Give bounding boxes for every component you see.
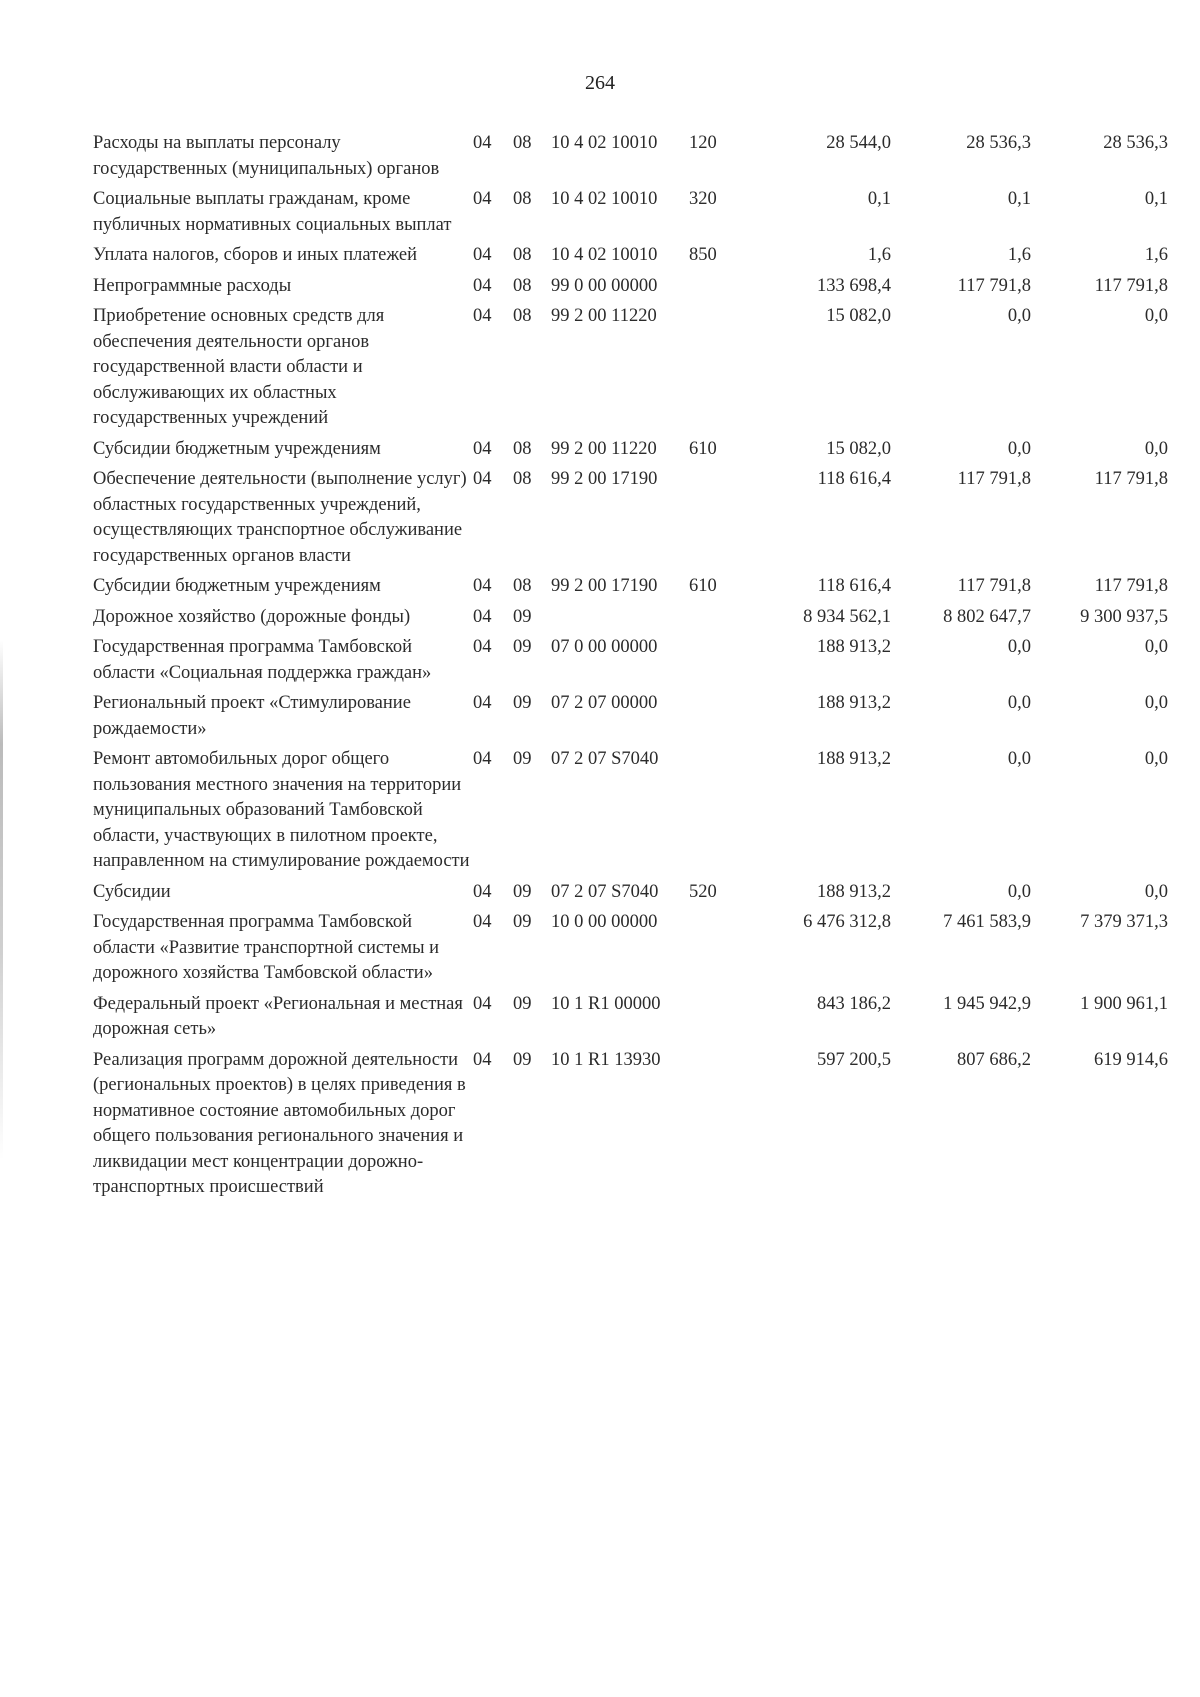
row-value-1: 28 544,0 (826, 133, 891, 153)
row-section: 04 (473, 637, 492, 657)
row-value-2: 28 536,3 (966, 133, 1031, 153)
row-value-1: 15 082,0 (826, 438, 891, 459)
row-section: 04 (473, 912, 492, 932)
row-value-3: 117 791,8 (1094, 576, 1168, 596)
table-row (93, 691, 1168, 747)
row-value-3: 0,0 (1144, 749, 1168, 769)
row-subsection: 08 (513, 133, 532, 153)
row-target-article: 99 0 00 00000 (551, 275, 658, 296)
row-target-article: 10 1 R1 00000 (551, 993, 661, 1014)
table-row (93, 131, 1168, 187)
row-expense-type (689, 1048, 751, 1206)
row-target-article (551, 605, 689, 636)
row-target-article: 10 4 02 10010 (551, 245, 658, 265)
row-name: Федеральный проект «Региональная и местная дорожная сеть» (93, 993, 463, 1039)
table-row (93, 747, 1168, 880)
row-value-1: 188 913,2 (817, 881, 891, 902)
table-row (93, 437, 1168, 468)
row-target-article: 07 2 07 00000 (551, 693, 658, 713)
row-expense-type (689, 691, 751, 747)
row-value-2: 117 791,8 (957, 275, 1031, 296)
row-target-article: 99 2 00 17190 (551, 469, 658, 489)
row-section: 04 (473, 576, 492, 596)
row-subsection: 09 (513, 881, 532, 902)
row-subsection: 09 (513, 749, 532, 769)
row-value-1: 6 476 312,8 (803, 912, 891, 932)
row-value-1: 118 616,4 (817, 469, 891, 489)
table-row (93, 910, 1168, 992)
row-name: Государственная программа Тамбовской области «Социальная поддержка граждан» (93, 637, 432, 683)
row-expense-type: 610 (689, 438, 717, 459)
row-subsection: 08 (513, 306, 532, 326)
row-subsection: 08 (513, 576, 532, 596)
row-section: 04 (473, 275, 492, 296)
row-value-2: 117 791,8 (957, 576, 1031, 596)
row-name: Расходы на выплаты персоналу государственных (муниципальных) органов (93, 133, 440, 179)
row-section: 04 (473, 438, 492, 459)
row-name: Государственная программа Тамбовской области «Развитие транспортной системы и дорожного хозяйства Тамбовской области» (93, 912, 440, 983)
table-row (93, 187, 1168, 243)
row-subsection: 09 (513, 1049, 532, 1070)
row-value-1: 188 913,2 (817, 637, 891, 657)
row-value-3: 0,0 (1144, 637, 1168, 657)
row-value-3: 9 300 937,5 (1080, 606, 1168, 627)
row-subsection: 08 (513, 438, 532, 459)
table-row (93, 880, 1168, 911)
row-value-1: 118 616,4 (817, 576, 891, 596)
row-target-article: 07 0 00 00000 (551, 637, 658, 657)
row-target-article: 99 2 00 11220 (551, 306, 657, 326)
row-value-3: 1 900 961,1 (1080, 993, 1168, 1014)
row-value-2: 0,0 (1007, 438, 1031, 459)
row-value-1: 8 934 562,1 (803, 606, 891, 627)
row-name: Ремонт автомобильных дорог общего пользования местного значения на территории муниципальных образований Тамбовской области, участвующих в пилотном проекте, направленном на стимулирование рождаемости (93, 749, 470, 871)
row-name: Субсидии бюджетным учреждениям (93, 438, 381, 459)
row-subsection: 08 (513, 275, 532, 296)
page-number: 264 (585, 72, 615, 94)
row-value-1: 0,1 (867, 189, 891, 209)
row-subsection: 08 (513, 245, 532, 265)
row-value-2: 7 461 583,9 (943, 912, 1031, 932)
row-target-article: 99 2 00 17190 (551, 576, 658, 596)
row-expense-type (689, 747, 751, 880)
row-subsection: 09 (513, 637, 532, 657)
row-section: 04 (473, 306, 492, 326)
row-subsection: 08 (513, 469, 532, 489)
row-name: Приобретение основных средств для обеспечения деятельности органов государственной власти области и обслуживающих их областных государственных учреждений (93, 306, 385, 428)
row-value-3: 0,0 (1144, 693, 1168, 713)
row-value-3: 0,0 (1144, 438, 1168, 459)
row-target-article: 10 1 R1 13930 (551, 1049, 661, 1070)
row-value-2: 117 791,8 (957, 469, 1031, 489)
table-row (93, 605, 1168, 636)
row-value-2: 0,1 (1007, 189, 1031, 209)
budget-table (93, 131, 1168, 1206)
row-value-3: 7 379 371,3 (1080, 912, 1168, 932)
table-row (93, 574, 1168, 605)
row-section: 04 (473, 469, 492, 489)
row-expense-type (689, 304, 751, 437)
row-name: Региональный проект «Стимулирование рождаемости» (93, 693, 411, 739)
row-target-article: 10 0 00 00000 (551, 912, 658, 932)
row-value-1: 843 186,2 (817, 993, 891, 1014)
row-value-2: 0,0 (1007, 749, 1031, 769)
row-value-3: 117 791,8 (1094, 469, 1168, 489)
row-expense-type (689, 635, 751, 691)
row-subsection: 09 (513, 912, 532, 932)
row-name: Реализация программ дорожной деятельности (региональных проектов) в целях приведения в нормативное состояние автомобильных дорог общего пользования регионального значения и ликвидации мест концентрации дорожно-транспортных происшествий (93, 1049, 466, 1197)
row-value-3: 0,0 (1144, 306, 1168, 326)
row-value-2: 8 802 647,7 (943, 606, 1031, 627)
row-expense-type: 610 (689, 576, 717, 596)
table-row (93, 467, 1168, 574)
row-value-3: 117 791,8 (1094, 275, 1168, 296)
row-value-3: 0,0 (1144, 881, 1168, 902)
row-value-2: 807 686,2 (957, 1049, 1031, 1070)
row-expense-type (689, 274, 751, 305)
row-subsection: 09 (513, 693, 532, 713)
row-name: Обеспечение деятельности (выполнение услуг) областных государственных учреждений, осуществляющих транспортное обслуживание государственных органов власти (93, 469, 467, 566)
row-name: Непрограммные расходы (93, 275, 292, 296)
row-target-article: 10 4 02 10010 (551, 133, 658, 153)
row-expense-type (689, 910, 751, 992)
row-value-2: 0,0 (1007, 693, 1031, 713)
row-value-3: 619 914,6 (1094, 1049, 1168, 1070)
row-name: Дорожное хозяйство (дорожные фонды) (93, 606, 411, 627)
table-row (93, 992, 1168, 1048)
row-target-article: 07 2 07 S7040 (551, 749, 659, 769)
row-value-1: 1,6 (867, 245, 891, 265)
row-section: 04 (473, 1049, 492, 1070)
row-target-article: 07 2 07 S7040 (551, 881, 659, 902)
row-value-2: 0,0 (1007, 881, 1031, 902)
row-section: 04 (473, 189, 492, 209)
row-expense-type (689, 992, 751, 1048)
row-value-1: 188 913,2 (817, 693, 891, 713)
scan-edge-mark (0, 640, 3, 1160)
row-value-3: 28 536,3 (1103, 133, 1168, 153)
row-name: Субсидии бюджетным учреждениям (93, 576, 381, 596)
row-value-1: 133 698,4 (817, 275, 891, 296)
row-section: 04 (473, 606, 492, 627)
row-value-1: 15 082,0 (826, 306, 891, 326)
row-name: Уплата налогов, сборов и иных платежей (93, 245, 418, 265)
row-value-2: 0,0 (1007, 306, 1031, 326)
row-section: 04 (473, 133, 492, 153)
row-expense-type (689, 605, 751, 636)
row-section: 04 (473, 749, 492, 769)
row-subsection: 08 (513, 189, 532, 209)
row-target-article: 10 4 02 10010 (551, 189, 658, 209)
row-subsection: 09 (513, 993, 532, 1014)
row-value-1: 188 913,2 (817, 749, 891, 769)
table-row (93, 243, 1168, 274)
row-section: 04 (473, 693, 492, 713)
row-section: 04 (473, 245, 492, 265)
row-section: 04 (473, 881, 492, 902)
row-name: Субсидии (93, 881, 171, 902)
row-expense-type (689, 467, 751, 574)
table-row (93, 1048, 1168, 1206)
row-value-3: 0,1 (1144, 189, 1168, 209)
row-name: Социальные выплаты гражданам, кроме публичных нормативных социальных выплат (93, 189, 452, 235)
row-value-1: 597 200,5 (817, 1049, 891, 1070)
table-row (93, 274, 1168, 305)
row-expense-type: 520 (689, 881, 717, 902)
row-expense-type: 320 (689, 189, 717, 209)
table-row (93, 635, 1168, 691)
row-expense-type: 120 (689, 133, 717, 153)
row-value-2: 1 945 942,9 (943, 993, 1031, 1014)
row-target-article: 99 2 00 11220 (551, 438, 657, 459)
row-value-2: 0,0 (1007, 637, 1031, 657)
row-expense-type: 850 (689, 245, 717, 265)
row-subsection: 09 (513, 606, 532, 627)
row-value-3: 1,6 (1144, 245, 1168, 265)
table-row (93, 304, 1168, 437)
row-section: 04 (473, 993, 492, 1014)
row-value-2: 1,6 (1007, 245, 1031, 265)
